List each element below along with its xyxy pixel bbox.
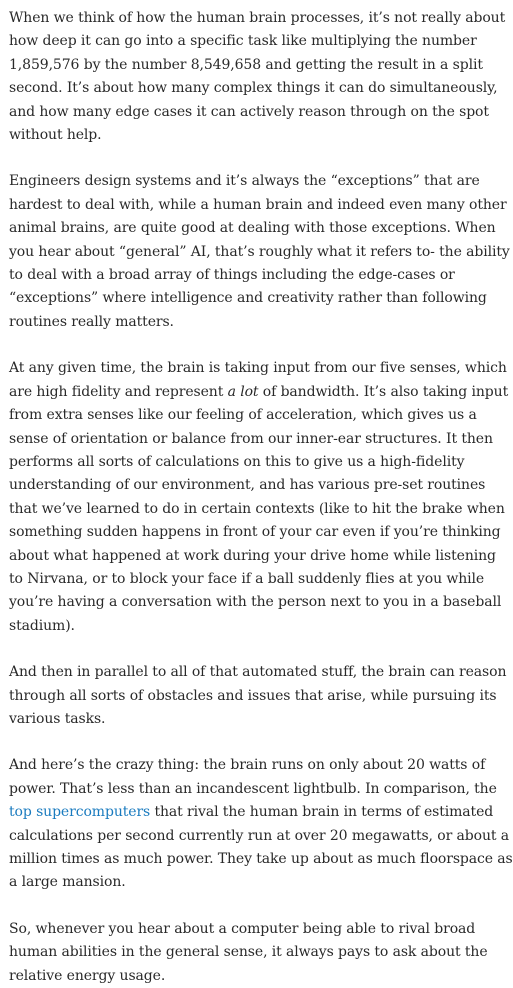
paragraph-2: Engineers design systems and it’s always the “exceptions” that are hardest to deal with, while a human brain and indeed even many other animal brains, are quite good at dealing with those exceptions. When you hear about “general” AI, that’s roughly what it refers to- the ability to deal with a broad array of things including the edge-cases or “exceptions” where intelligence and creativity rather than following routines really matters. xyxy=(9,173,510,330)
paragraph-3 xyxy=(9,357,513,638)
paragraph-1: When we think of how the human brain processes, it’s not really about how deep it can go into a specific task like multiplying the number 1,859,576 by the number 8,549,658 and getting the result in a split second. It’s about how many complex things it can do simultaneously, and how many edge cases it can actively reason through on the spot without help. xyxy=(9,10,506,144)
paragraph-3-text-before: At any given time, the brain is taking input from our five senses, which are high fidelity and represent xyxy=(9,360,507,400)
paragraph-5 xyxy=(9,754,513,894)
paragraph-3-emphasis: a lot xyxy=(227,383,259,400)
paragraph-4: And then in parallel to all of that automated stuff, the brain can reason through all sorts of obstacles and issues that arise, while pursuing its various tasks. xyxy=(9,664,507,727)
paragraph-5-text-before: And here’s the crazy thing: the brain runs on only about 20 watts of power. That’s less than an incandescent lightbulb. In comparison, the xyxy=(9,757,497,797)
top-supercomputers-link[interactable]: top supercomputers xyxy=(9,804,151,821)
paragraph-3-text-after: of bandwidth. It’s also taking input from extra senses like our feeling of acceleration, which gives us a sense of orientation or balance from our inner-ear structures. It then performs all sorts of calculations on this to give us a high-fidelity understanding of our environment, and has various pre-set routines that we’ve learned to do in certain contexts (like to hit the brake when something sudden happens in front of your car even if you’re thinking about what happened at work during your drive home while listening to Nirvana, or to block your face if a ball suddenly flies at you while you’re having a conversation with the person next to you in a baseball stadium). xyxy=(9,383,509,634)
paragraph-6: So, whenever you hear about a computer being able to rival broad human abilities in the general sense, it always pays to ask about the relative energy usage. xyxy=(9,920,488,984)
paragraph-5-text-after: that rival the human brain in terms of estimated calculations per second currently run at over 20 megawatts, or about a million times as much power. They take up about as much floorspace as a large mansion. xyxy=(9,804,513,891)
